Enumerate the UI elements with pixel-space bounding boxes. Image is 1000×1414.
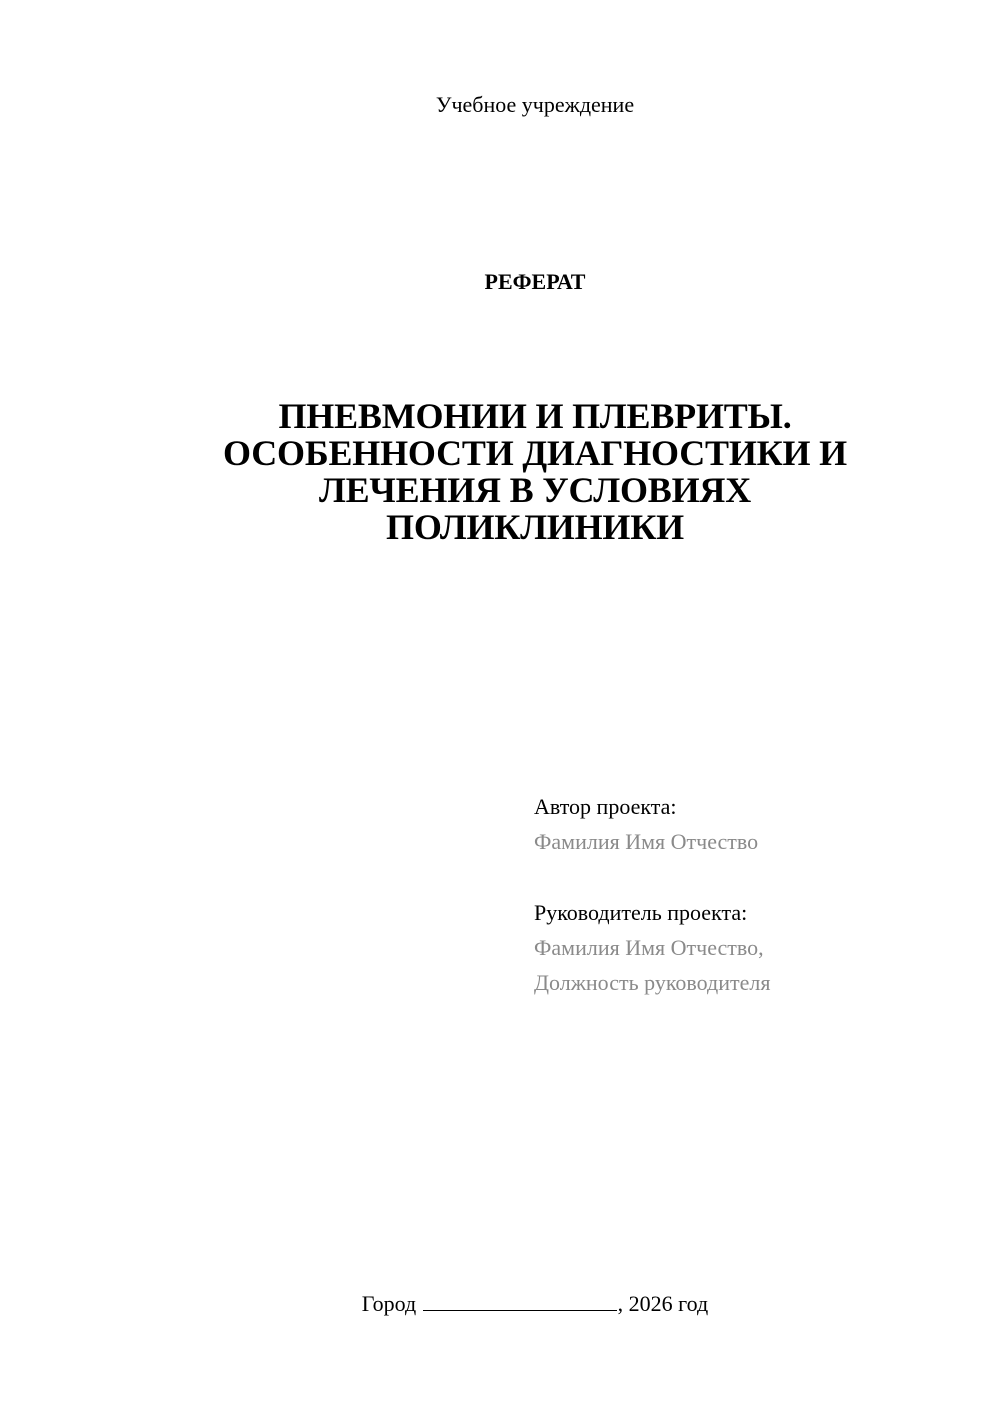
author-name: Фамилия Имя Отчество — [534, 829, 759, 854]
city-blank-line — [423, 1290, 617, 1311]
footer-city-year — [0, 1290, 1000, 1318]
supervisor-position: Должность руководителя — [534, 970, 771, 995]
document-title — [0, 398, 1000, 546]
author-label: Автор проекта: — [534, 794, 677, 819]
title-line: ПНЕВМОНИИ И ПЛЕВРИТЫ. — [278, 396, 792, 436]
credits-spacer — [534, 859, 954, 895]
institution-name: Учебное учреждение — [435, 92, 635, 117]
title-line: ОСОБЕННОСТИ ДИАГНОСТИКИ И — [223, 433, 847, 473]
city-label: Город — [361, 1291, 417, 1316]
year-text: , 2026 год — [617, 1291, 709, 1316]
credits-block — [534, 789, 954, 1000]
supervisor-label: Руководитель проекта: — [534, 900, 748, 925]
supervisor-name: Фамилия Имя Отчество, — [534, 935, 764, 960]
title-line: ЛЕЧЕНИЯ В УСЛОВИЯХ — [318, 470, 752, 510]
title-line: ПОЛИКЛИНИКИ — [386, 507, 684, 547]
document-type: РЕФЕРАТ — [484, 269, 586, 294]
